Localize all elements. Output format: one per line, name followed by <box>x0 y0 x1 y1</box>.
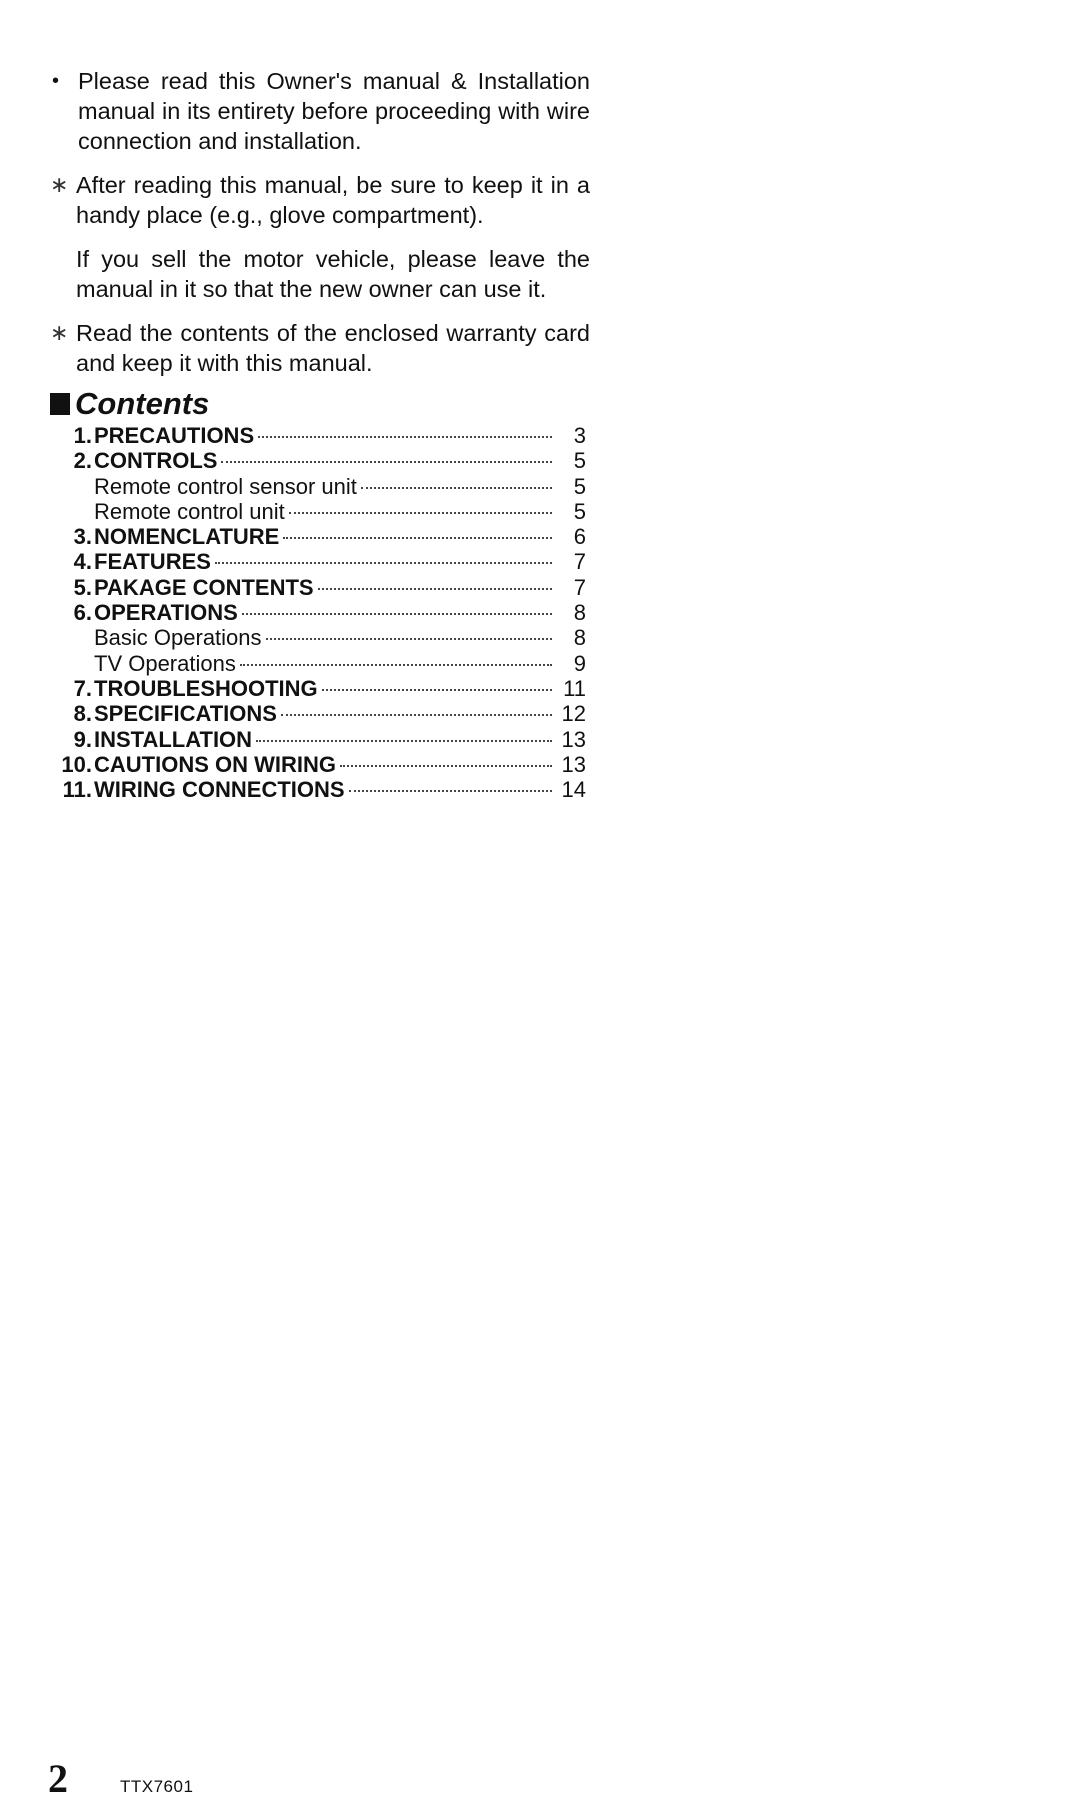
toc-entry-number: 10. <box>61 751 92 777</box>
note-text: If you sell the motor vehicle, please leave the manual in it so that the new owner can use it. <box>76 246 590 302</box>
toc-entry-label: INSTALLATION <box>94 726 253 752</box>
toc-entry-page: 8 <box>573 600 586 626</box>
toc-entry-page: 11 <box>563 675 586 701</box>
toc-entry-label: CAUTIONS ON WIRING <box>94 751 336 777</box>
toc-entry-label: TV Operations <box>94 650 236 676</box>
asterisk-icon: ∗ <box>50 320 69 345</box>
toc-entry <box>46 752 586 777</box>
bullet-icon: • <box>52 70 60 92</box>
toc-entry-page: 7 <box>573 549 586 575</box>
toc-entry-number: 5. <box>73 574 92 600</box>
contents-heading <box>50 386 209 422</box>
note-read-manual <box>50 66 590 156</box>
toc-entry-label: Remote control unit <box>94 498 285 524</box>
note-text: Please read this Owner's manual & Installation manual in its entirety before proceeding with wire connection and installation. <box>78 68 590 154</box>
toc-entry-page: 13 <box>561 726 586 752</box>
toc-entry <box>46 600 586 625</box>
toc-entry-page: 6 <box>573 524 586 550</box>
dot-leader <box>340 765 552 767</box>
note-warranty <box>50 318 590 378</box>
toc-entry <box>46 423 586 448</box>
note-text: Read the contents of the enclosed warranty card and keep it with this manual. <box>76 320 590 376</box>
toc-subentry <box>46 625 586 650</box>
toc-entry-page: 12 <box>561 701 586 727</box>
toc-entry <box>46 701 586 726</box>
toc-entry-number: 6. <box>73 600 92 626</box>
toc-entry-label: OPERATIONS <box>94 600 238 626</box>
toc-entry-page: 5 <box>573 448 586 474</box>
toc-subentry <box>46 474 586 499</box>
toc-entry-number: 4. <box>73 549 92 575</box>
toc-entry-label: CONTROLS <box>94 448 218 474</box>
model-code: TTX7601 <box>120 1777 194 1796</box>
toc-subentry <box>46 499 586 524</box>
toc-entry-page: 13 <box>561 751 586 777</box>
toc-entry-page: 5 <box>573 473 586 499</box>
asterisk-icon: ∗ <box>50 172 69 197</box>
toc-entry <box>46 549 586 574</box>
toc-entry-page: 7 <box>573 574 586 600</box>
note-keep-manual <box>50 170 590 230</box>
toc-entry <box>46 777 586 802</box>
toc-entry-label: NOMENCLATURE <box>94 524 280 550</box>
square-bullet-icon <box>50 393 70 415</box>
toc-entry-page: 9 <box>573 650 586 676</box>
page-number: 2 <box>48 1756 68 1801</box>
dot-leader <box>240 664 552 666</box>
toc-entry <box>46 727 586 752</box>
dot-leader <box>289 512 552 514</box>
contents-title: Contents <box>75 386 210 421</box>
toc-entry-number: 11. <box>62 777 92 803</box>
page-footer <box>48 1755 193 1802</box>
toc-entry-number: 2. <box>73 448 92 474</box>
dot-leader <box>318 588 552 590</box>
toc-entry-label: PAKAGE CONTENTS <box>94 574 314 600</box>
dot-leader <box>361 487 552 489</box>
dot-leader <box>266 638 552 640</box>
toc-entry-page: 14 <box>561 777 586 803</box>
dot-leader <box>283 537 552 539</box>
toc-entry <box>46 524 586 549</box>
table-of-contents <box>46 423 586 802</box>
dot-leader <box>242 613 552 615</box>
dot-leader <box>221 461 552 463</box>
toc-entry-page: 5 <box>573 498 586 524</box>
dot-leader <box>322 689 552 691</box>
dot-leader <box>215 562 552 564</box>
toc-entry <box>46 575 586 600</box>
dot-leader <box>258 436 552 438</box>
note-text: After reading this manual, be sure to keep it in a handy place (e.g., glove compartment). <box>76 172 590 228</box>
toc-entry-number: 9. <box>73 726 92 752</box>
dot-leader <box>256 740 552 742</box>
toc-entry-number: 8. <box>73 701 92 727</box>
toc-entry-label: Remote control sensor unit <box>94 473 357 499</box>
intro-notes <box>50 66 590 392</box>
toc-entry <box>46 676 586 701</box>
toc-entry-label: FEATURES <box>94 549 211 575</box>
toc-subentry <box>46 651 586 676</box>
toc-entry-label: SPECIFICATIONS <box>94 701 277 727</box>
note-sell-vehicle <box>50 244 590 304</box>
toc-entry-label: PRECAUTIONS <box>94 423 255 448</box>
toc-entry-page: 8 <box>573 625 586 651</box>
toc-entry-label: TROUBLESHOOTING <box>94 675 318 701</box>
toc-entry <box>46 448 586 473</box>
toc-entry-page: 3 <box>573 423 586 448</box>
dot-leader <box>281 714 552 716</box>
dot-leader <box>349 790 552 792</box>
toc-entry-label: WIRING CONNECTIONS <box>94 777 345 803</box>
toc-entry-number: 1. <box>73 423 92 448</box>
toc-entry-number: 7. <box>73 675 92 701</box>
toc-entry-label: Basic Operations <box>94 625 262 651</box>
toc-entry-number: 3. <box>73 524 92 550</box>
